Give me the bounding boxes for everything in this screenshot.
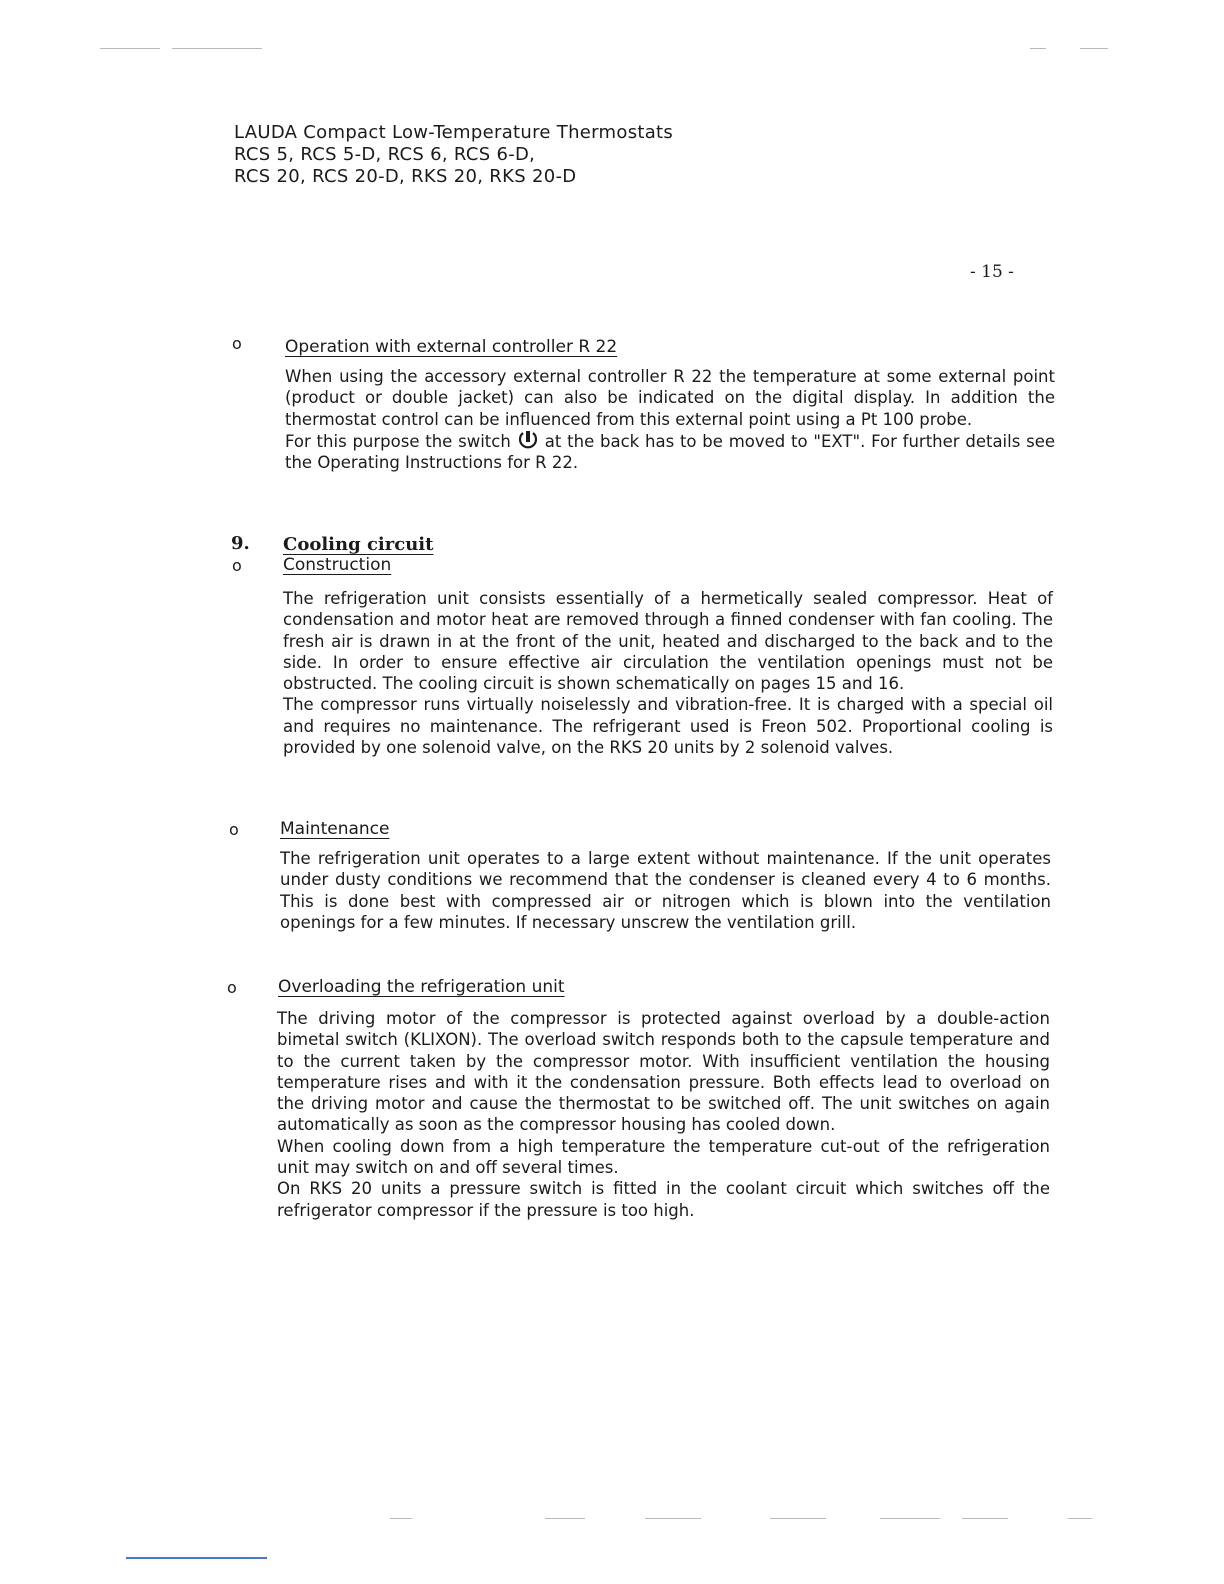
paragraph-overloading-3: On RKS 20 units a pressure switch is fitted in the coolant circuit which switches off the refrigerator compressor if the pressure is too high. <box>277 1179 1050 1220</box>
paragraph-external-part2 <box>285 430 1055 474</box>
paragraph-construction-2: The compressor runs virtually noiselessly and vibration-free. It is charged with a special oil and requires no maintenance. The refrigerant used is Freon 502. Proportional cooling is provided by one solenoid valve, on the RKS 20 units by 2 solenoid valves. <box>283 695 1053 758</box>
paragraph-construction-1: The refrigeration unit consists essentially of a hermetically sealed compressor. Heat of condensation and motor heat are removed through a finned condenser with fan cooling. The fresh air is drawn in at the front of the unit, heated and discharged to the back and to the side. In order to ensure effective air circulation the ventilation openings must not be obstructed. The cooling circuit is shown schematically on pages 15 and 16. <box>283 589 1053 694</box>
header-line-1: LAUDA Compact Low-Temperature Thermostats <box>234 122 674 143</box>
scan-edge-line <box>126 1557 267 1559</box>
heading-construction: Construction <box>283 555 392 575</box>
paragraph-external-part2b: at the back has to be moved to "EXT". For further details see the Operating Instructions for R 22. <box>285 431 1055 473</box>
switch-symbol-icon <box>517 430 539 450</box>
paragraph-maintenance <box>280 848 1051 933</box>
paragraph-overloading <box>277 1008 1050 1221</box>
paragraph-overloading-2: When cooling down from a high temperature the temperature cut-out of the refrigeration unit may switch on and off several times. <box>277 1136 1050 1178</box>
document-header <box>234 122 673 188</box>
bullet-external: o <box>232 334 242 353</box>
bullet-overloading: o <box>227 978 237 997</box>
paragraph-external-part2a: For this purpose the switch <box>285 431 511 451</box>
heading-external-controller: Operation with external controller R 22 <box>285 337 618 357</box>
section-number-9: 9. <box>231 533 250 554</box>
paragraph-overloading-1: The driving motor of the compressor is protected against overload by a double-action bimetal switch (KLIXON). The overload switch responds both to the capsule temperature and to the current taken by the compressor motor. With insufficient ventilation the housing temperature rises and with it the condensation pressure. Both effects lead to overload on the driving motor and cause the thermostat to be switched off. The unit switches on again automatically as soon as the compressor housing has cooled down. <box>277 1009 1050 1135</box>
header-line-3: RCS 20, RCS 20-D, RKS 20, RKS 20-D <box>234 166 577 187</box>
paragraph-external-part1: When using the accessory external controller R 22 the temperature at some external point (product or double jacket) can also be indicated on the digital display. In addition the thermostat control can be influenced from this external point using a Pt 100 probe. <box>285 367 1055 429</box>
paragraph-external-controller <box>285 366 1055 473</box>
heading-cooling-circuit: Cooling circuit <box>283 534 434 555</box>
header-line-2: RCS 5, RCS 5-D, RCS 6, RCS 6-D, <box>234 144 536 165</box>
bullet-maintenance: o <box>229 820 239 839</box>
page-number: - 15 - <box>970 262 1014 282</box>
heading-maintenance: Maintenance <box>280 819 390 839</box>
paragraph-maintenance-text: The refrigeration unit operates to a large extent without maintenance. If the unit operates under dusty conditions we recommend that the condenser is cleaned every 4 to 6 months. This is done best with compressed air or nitrogen which is blown into the ventilation openings for a few minutes. If necessary unscrew the ventilation grill. <box>280 849 1051 932</box>
heading-overloading: Overloading the refrigeration unit <box>278 977 565 997</box>
paragraph-construction <box>283 588 1053 758</box>
bullet-construction: o <box>232 556 242 575</box>
